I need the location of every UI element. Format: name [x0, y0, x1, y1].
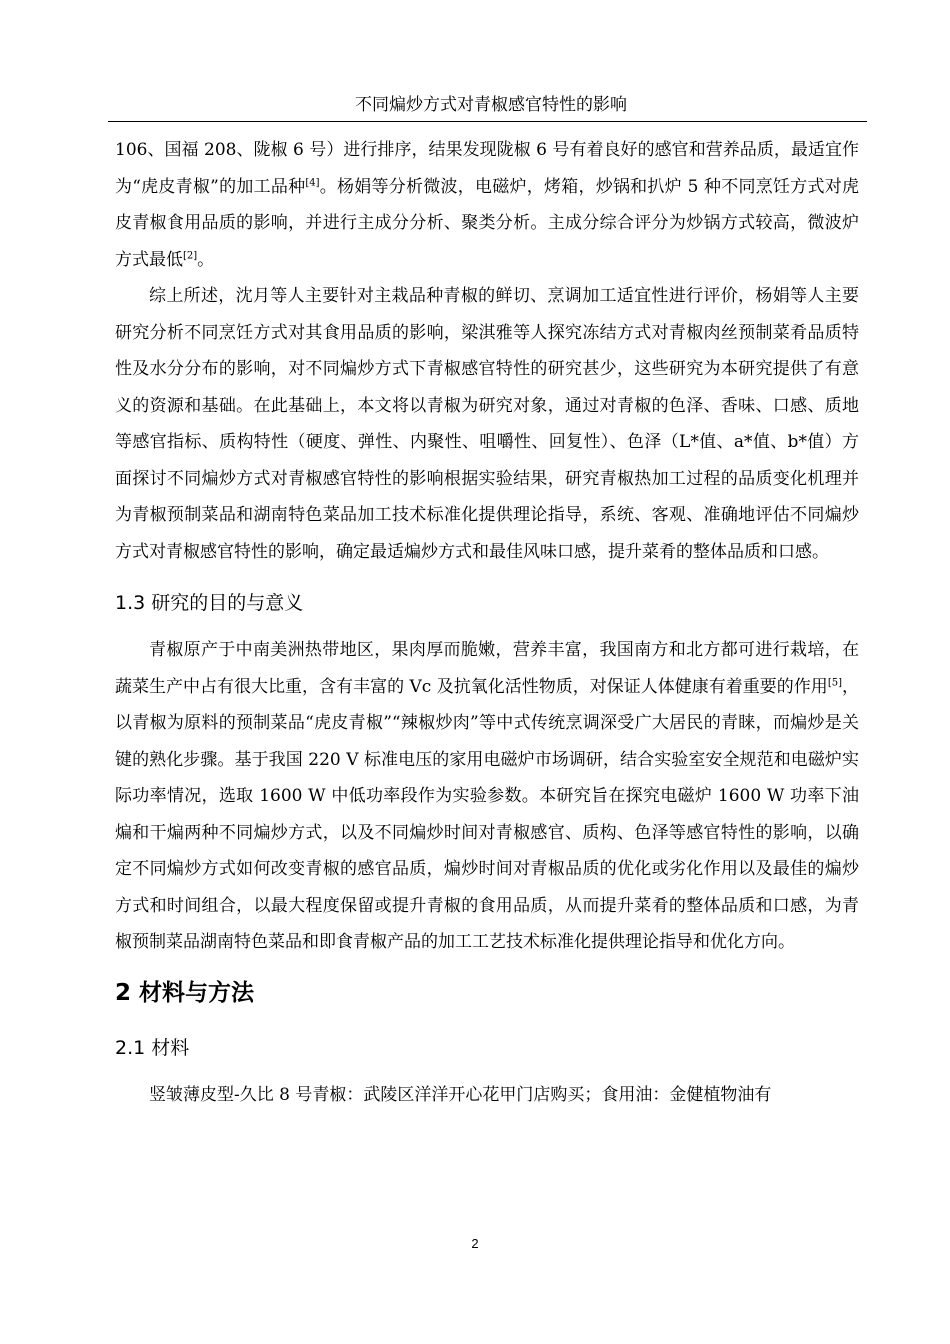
section-heading-1-3: 1.3 研究的目的与意义	[115, 592, 304, 614]
paragraph-purpose: 青椒原产于中南美洲热带地区，果肉厚而脆嫩，营养丰富，我国南方和北方都可进行栽培，在蔬菜生产中占有很大比重，含有丰富的 Vc 及抗氧化活性物质，对保证人体健康有着重要的作用[5]，以青椒为原料的预制菜品“虎皮青椒”“辣椒炒肉”等中式传统烹调深受广大居民的青睐，而煸炒是关键的熟化步骤。基于我国 220 V 标准电压的家用电磁炉市场调研，结合实验室安全规范和电磁炉实际功率情况，选取 1600 W 中低功率段作为实验参数。本研究旨在探究电磁炉 1600 W 功率下油煸和干煸两种不同煸炒方式，以及不同煸炒时间对青椒感官、质构、色泽等感官特性的影响，以确定不同煸炒方式如何改变青椒的感官品质，煸炒时间对青椒品质的优化或劣化作用以及最佳的煸炒方式和时间组合，以最大程度保留或提升青椒的食用品质，从而提升菜肴的整体品质和口感，为青椒预制菜品湖南特色菜品和即食青椒产品的加工工艺技术标准化提供理论指导和优化方向。	[115, 640, 860, 952]
body-content	[115, 132, 859, 1113]
running-header: 不同煸炒方式对青椒感官特性的影响	[355, 95, 627, 115]
section-heading-2-1: 2.1 材料	[115, 1036, 190, 1059]
header-divider	[108, 121, 867, 122]
citation: [2]	[183, 249, 198, 261]
section-heading-2: 2 材料与方法	[115, 979, 255, 1006]
citation: [5]	[827, 676, 842, 688]
page-number: 2	[471, 1236, 479, 1251]
paragraph-materials: 竖皱薄皮型-久比 8 号青椒：武陵区洋洋开心花甲门店购买；食用油：金健植物油有	[149, 1084, 772, 1105]
citation: [4]	[305, 176, 320, 188]
paragraph-continued: 106、国福 208、陇椒 6 号）进行排序，结果发现陇椒 6 号有着良好的感官和营养品质，最适宜作为“虎皮青椒”的加工品种[4]。杨娟等分析微波，电磁炉，烤箱，炒锅和扒炉 5 种不同烹饪方式对虎皮青椒食用品质的影响，并进行主成分分析、聚类分析。主成分综合评分为炒锅方式较高，微波炉方式最低[2]。	[115, 140, 860, 270]
paragraph-summary: 综上所述，沈月等人主要针对主栽品种青椒的鲜切、烹调加工适宜性进行评价，杨娟等人主要研究分析不同烹饪方式对其食用品质的影响，梁淇雅等人探究冻结方式对青椒肉丝预制菜肴品质特性及水分分布的影响，对不同煸炒方式下青椒感官特性的研究甚少，这些研究为本研究提供了有意义的资源和基础。在此基础上，本文将以青椒为研究对象，通过对青椒的色泽、香味、口感、质地等感官指标、质构特性（硬度、弹性、内聚性、咀嚼性、回复性）、色泽（L*值、a*值、b*值）方面探讨不同煸炒方式对青椒感官特性的影响根据实验结果，研究青椒热加工过程的品质变化机理并为青椒预制菜品和湖南特色菜品加工技术标准化提供理论指导，系统、客观、准确地评估不同煸炒方式对青椒感官特性的影响，确定最适煸炒方式和最佳风味口感，提升菜肴的整体品质和口感。	[115, 286, 859, 562]
